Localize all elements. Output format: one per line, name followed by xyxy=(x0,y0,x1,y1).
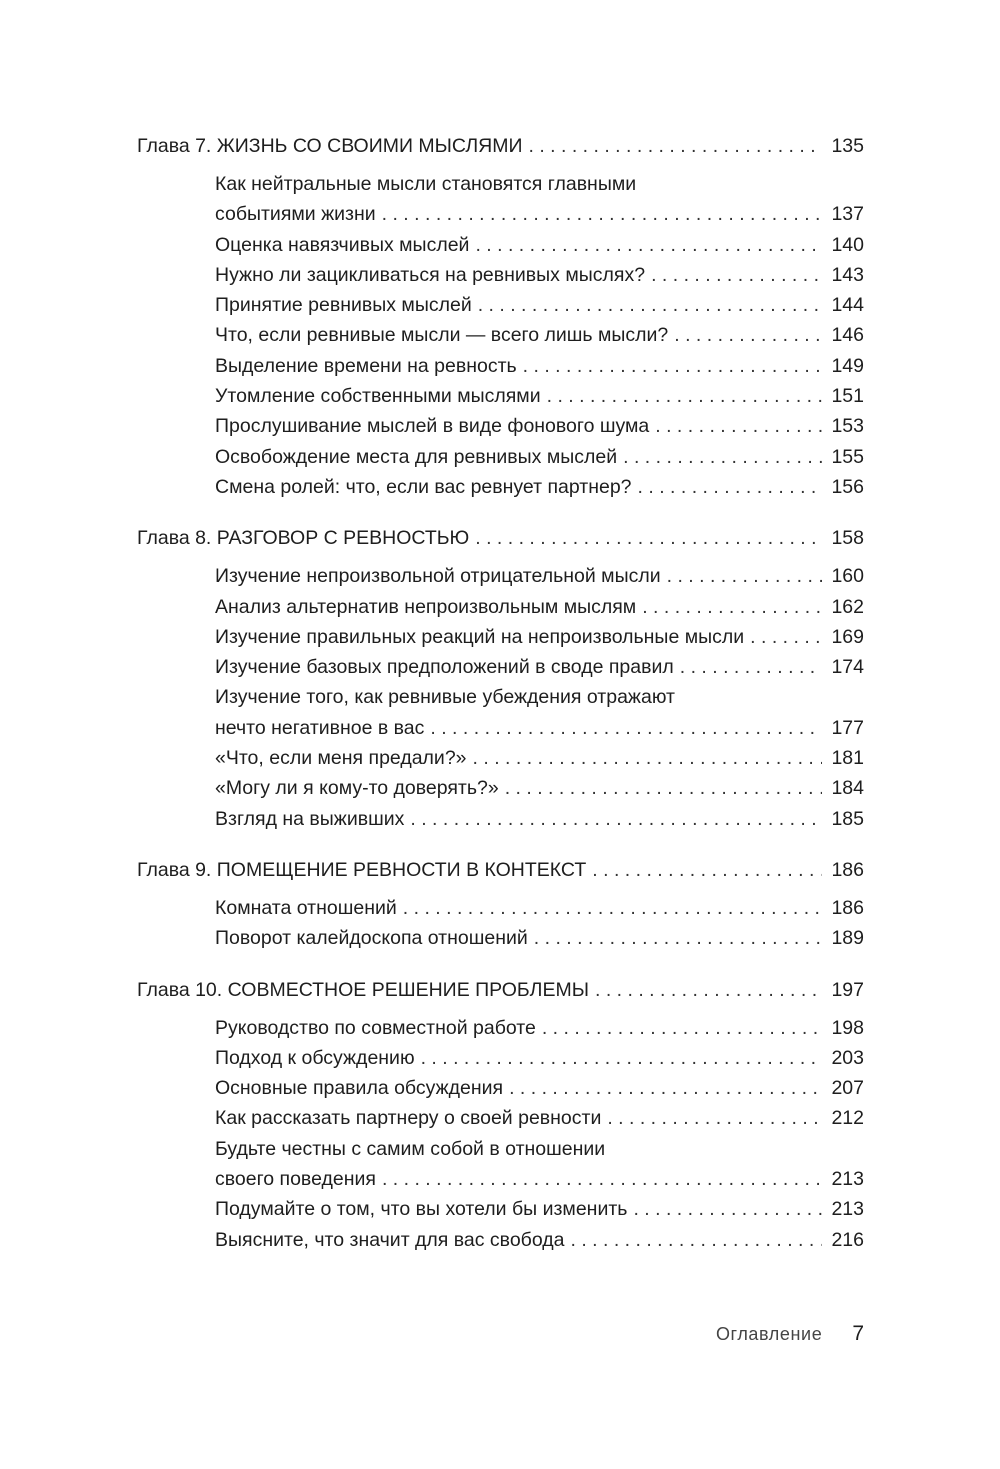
entry-title: «Что, если меня предали?» xyxy=(215,747,467,770)
toc-entry xyxy=(137,169,864,199)
entry-page: 143 xyxy=(831,263,864,286)
entry-title: Основные правила обсуждения xyxy=(215,1077,504,1100)
entry-title: Изучение правильных реакций на непроизвольные мысли xyxy=(215,625,745,648)
toc-entry xyxy=(137,652,864,682)
toc-entry xyxy=(137,743,864,773)
dot-leader xyxy=(623,442,822,472)
toc-entry xyxy=(137,442,864,472)
toc-entry xyxy=(137,1225,864,1255)
dot-leader xyxy=(382,1164,822,1194)
entry-title: Изучение базовых предположений в своде правил xyxy=(215,656,674,679)
toc-entry xyxy=(137,804,864,834)
entry-title: Взгляд на выживших xyxy=(215,807,405,830)
entry-title: Прослушивание мыслей в виде фонового шума xyxy=(215,415,650,438)
dot-leader xyxy=(542,1013,822,1043)
dot-leader xyxy=(475,523,822,554)
toc-entry xyxy=(137,351,864,381)
toc-entry xyxy=(137,1194,864,1224)
dot-leader xyxy=(478,290,822,320)
dot-leader xyxy=(505,773,822,803)
toc-entry xyxy=(137,773,864,803)
entry-title: своего поведения xyxy=(215,1168,376,1191)
entry-title: нечто негативное в вас xyxy=(215,716,425,739)
entry-title: Как рассказать партнеру о своей ревности xyxy=(215,1107,602,1130)
entry-title: Изучение того, как ревнивые убеждения отражают xyxy=(215,686,675,709)
entry-title: событиями жизни xyxy=(215,203,376,226)
entry-title: Руководство по совместной работе xyxy=(215,1016,536,1039)
dot-leader xyxy=(509,1073,822,1103)
chapter-title: Глава 8. РАЗГОВОР С РЕВНОСТЬЮ xyxy=(137,527,470,550)
toc-chapter xyxy=(137,523,864,834)
toc-entry xyxy=(137,1103,864,1133)
entry-title: Освобождение места для ревнивых мыслей xyxy=(215,445,618,468)
entry-page: 174 xyxy=(831,656,864,679)
entry-page: 203 xyxy=(831,1046,864,1069)
entry-page: 156 xyxy=(831,475,864,498)
entry-title: Поворот калейдоскопа отношений xyxy=(215,927,528,950)
chapter-heading xyxy=(137,975,864,1006)
entry-title: Изучение непроизвольной отрицательной мысли xyxy=(215,565,661,588)
entry-page: 198 xyxy=(831,1016,864,1039)
entry-page: 162 xyxy=(831,595,864,618)
dot-leader xyxy=(674,320,822,350)
toc-entry xyxy=(137,682,864,712)
entry-title: Подход к обсуждению xyxy=(215,1046,415,1069)
toc-entry xyxy=(137,381,864,411)
toc-entry xyxy=(137,561,864,591)
toc-entry xyxy=(137,622,864,652)
entry-title: Анализ альтернатив непроизвольным мыслям xyxy=(215,595,637,618)
dot-leader xyxy=(547,381,822,411)
toc-entry xyxy=(137,1134,864,1164)
running-title: Оглавление xyxy=(715,1324,823,1344)
chapter-title: Глава 7. ЖИЗНЬ СО СВОИМИ МЫСЛЯМИ xyxy=(137,135,523,157)
entry-title: «Могу ли я кому-то доверять?» xyxy=(215,777,499,800)
dot-leader xyxy=(667,561,822,591)
dot-leader xyxy=(421,1043,822,1073)
entry-page: 137 xyxy=(831,203,864,226)
entry-page: 181 xyxy=(831,747,864,770)
dot-leader xyxy=(750,622,822,652)
toc-entry xyxy=(137,1013,864,1043)
page-footer xyxy=(640,1322,864,1346)
toc-entry xyxy=(137,923,864,953)
entry-title: Комната отношений xyxy=(215,896,397,919)
entry-title: Принятие ревнивых мыслей xyxy=(215,294,472,317)
dot-leader xyxy=(607,1103,822,1133)
toc-chapter xyxy=(137,131,864,502)
dot-leader xyxy=(382,199,822,229)
dot-leader xyxy=(633,1194,822,1224)
entry-title: Смена ролей: что, если вас ревнует партнер? xyxy=(215,475,632,498)
chapter-heading xyxy=(137,523,864,554)
toc-entry xyxy=(137,230,864,260)
chapter-page: 158 xyxy=(831,527,864,550)
toc-entry xyxy=(137,472,864,502)
entry-page: 213 xyxy=(831,1198,864,1221)
entry-page: 155 xyxy=(831,445,864,468)
toc-entry xyxy=(137,1164,864,1194)
dot-leader xyxy=(473,743,822,773)
entry-title: Утомление собственными мыслями xyxy=(215,385,541,408)
toc-entry xyxy=(137,290,864,320)
toc-entry xyxy=(137,713,864,743)
entry-page: 146 xyxy=(831,324,864,347)
entry-page: 177 xyxy=(831,716,864,739)
dot-leader xyxy=(430,713,822,743)
chapter-heading xyxy=(137,855,864,886)
dot-leader xyxy=(475,230,822,260)
page-number: 7 xyxy=(852,1322,864,1345)
toc-chapter xyxy=(137,855,864,954)
entry-page: 151 xyxy=(831,385,864,408)
entry-page: 153 xyxy=(831,415,864,438)
toc-entry xyxy=(137,1043,864,1073)
chapter-title: Глава 9. ПОМЕЩЕНИЕ РЕВНОСТИ В КОНТЕКСТ xyxy=(137,858,587,881)
dot-leader xyxy=(680,652,822,682)
toc-entry xyxy=(137,320,864,350)
chapter-page: 186 xyxy=(831,858,864,881)
entry-page: 216 xyxy=(831,1228,864,1251)
dot-leader xyxy=(523,351,822,381)
dot-leader xyxy=(403,893,822,923)
toc-entry xyxy=(137,260,864,290)
chapter-page: 135 xyxy=(831,135,864,157)
entry-page: 144 xyxy=(831,294,864,317)
dot-leader xyxy=(642,592,822,622)
dot-leader xyxy=(534,923,822,953)
toc-entry xyxy=(137,592,864,622)
entry-page: 160 xyxy=(831,565,864,588)
entry-title: Что, если ревнивые мысли — всего лишь мысли? xyxy=(215,324,669,347)
entry-page: 186 xyxy=(831,896,864,919)
dot-leader xyxy=(410,804,822,834)
toc-entry xyxy=(137,893,864,923)
entry-title: Нужно ли зацикливаться на ревнивых мыслях? xyxy=(215,263,646,286)
dot-leader xyxy=(570,1225,822,1255)
entry-page: 169 xyxy=(831,625,864,648)
toc-entry xyxy=(137,411,864,441)
chapter-page: 197 xyxy=(831,978,864,1001)
dot-leader xyxy=(638,472,822,502)
entry-title: Будьте честны с самим собой в отношении xyxy=(215,1137,606,1160)
dot-leader xyxy=(655,411,822,441)
table-of-contents xyxy=(137,131,864,1276)
entry-page: 213 xyxy=(831,1168,864,1191)
entry-page: 184 xyxy=(831,777,864,800)
toc-entry xyxy=(137,1073,864,1103)
entry-title: Оценка навязчивых мыслей xyxy=(215,233,470,256)
dot-leader xyxy=(595,975,822,1006)
chapter-heading xyxy=(137,131,864,162)
entry-title: Подумайте о том, что вы хотели бы изменить xyxy=(215,1198,628,1221)
entry-page: 149 xyxy=(831,354,864,377)
dot-leader xyxy=(651,260,822,290)
chapter-title: Глава 10. СОВМЕСТНОЕ РЕШЕНИЕ ПРОБЛЕМЫ xyxy=(137,978,589,1001)
toc-chapter xyxy=(137,975,864,1255)
entry-title: Как нейтральные мысли становятся главными xyxy=(215,173,637,195)
entry-page: 212 xyxy=(831,1107,864,1130)
entry-page: 207 xyxy=(831,1077,864,1100)
entry-page: 140 xyxy=(831,233,864,256)
entry-page: 189 xyxy=(831,927,864,950)
entry-page: 185 xyxy=(831,807,864,830)
dot-leader xyxy=(529,131,823,162)
dot-leader xyxy=(592,855,822,886)
entry-title: Выясните, что значит для вас свобода xyxy=(215,1228,565,1251)
entry-title: Выделение времени на ревность xyxy=(215,354,517,377)
toc-entry xyxy=(137,199,864,229)
